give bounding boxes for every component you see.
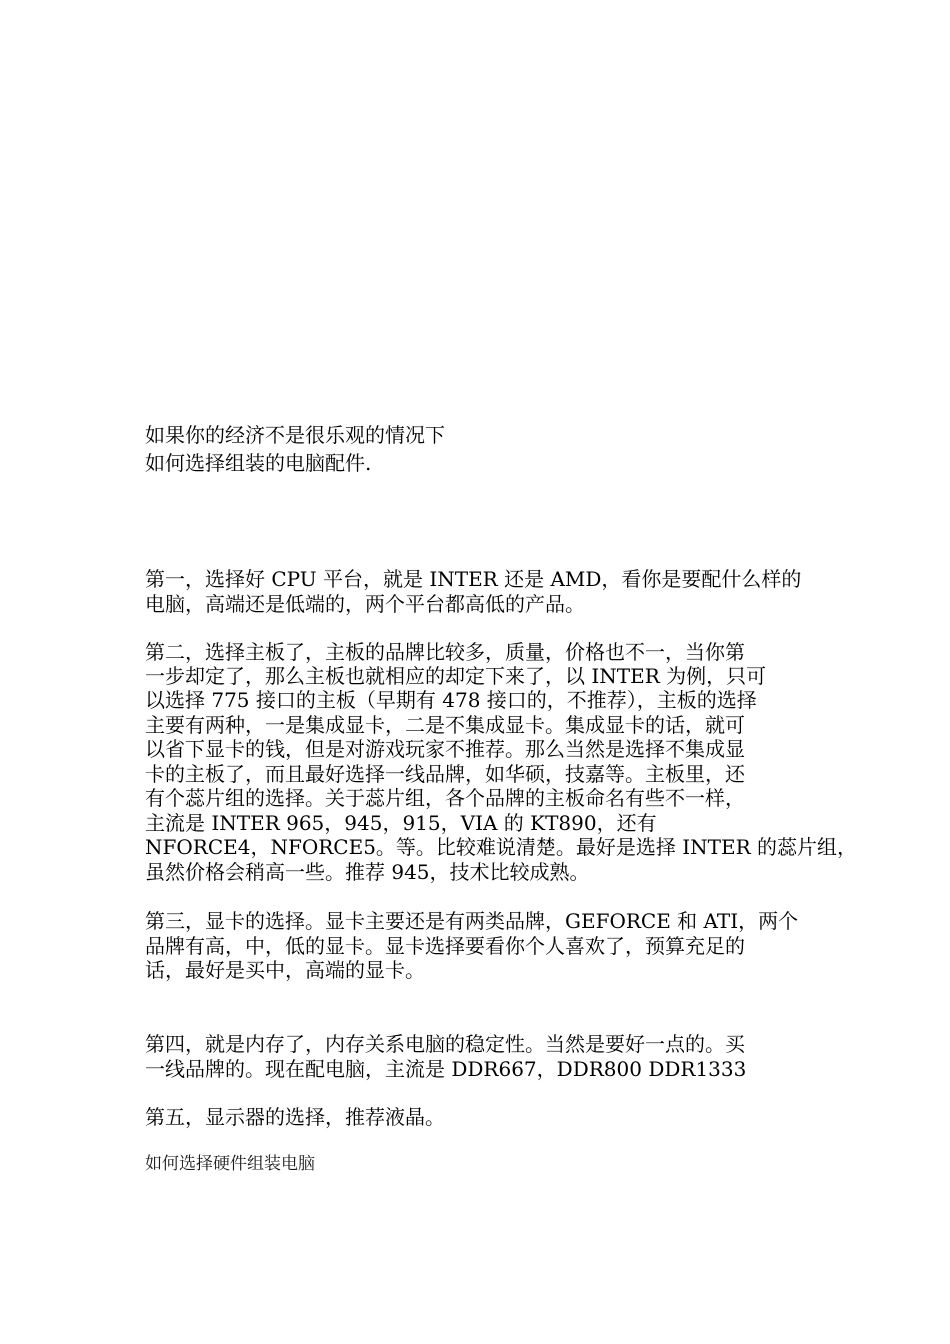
section-1-line-2: 电脑，高端还是低端的，两个平台都高低的产品。 — [145, 592, 585, 616]
section-2-line-1: 第二，选择主板了，主板的品牌比较多，质量，价格也不一，当你第 — [145, 640, 745, 664]
section-2-line-8: 主流是 INTER 965，945，915，VIA 的 KT890，还有 — [145, 811, 657, 835]
section-2-line-10: 虽然价格会稍高一些。推荐 945，技术比较成熟。 — [145, 860, 590, 884]
section-2-line-5: 以省下显卡的钱，但是对游戏玩家不推荐。那么当然是选择不集成显 — [145, 737, 745, 761]
section-4-line-1: 第四，就是内存了，内存关系电脑的稳定性。当然是要好一点的。买 — [145, 1032, 745, 1056]
intro-line-2: 如何选择组装的电脑配件. — [145, 451, 372, 475]
section-2-line-7: 有个蕊片组的选择。关于蕊片组，各个品牌的主板命名有些不一样， — [145, 786, 745, 810]
section-2-line-9: NFORCE4，NFORCE5。等。比较难说清楚。最好是选择 INTER 的蕊片组， — [145, 835, 858, 859]
section-3-line-2: 品牌有高，中，低的显卡。显卡选择要看你个人喜欢了，预算充足的 — [145, 934, 745, 958]
intro-line-1: 如果你的经济不是很乐观的情况下 — [145, 423, 445, 447]
section-2-line-2: 一步却定了，那么主板也就相应的却定下来了，以 INTER 为例，只可 — [145, 664, 767, 688]
section-2-line-3: 以选择 775 接口的主板（早期有 478 接口的，不推荐），主板的选择 — [145, 688, 757, 712]
section-2-line-6: 卡的主板了，而且最好选择一线品牌，如华硕，技嘉等。主板里，还 — [145, 762, 745, 786]
section-2-line-4: 主要有两种，一是集成显卡，二是不集成显卡。集成显卡的话，就可 — [145, 713, 745, 737]
section-5-line-1: 第五，显示器的选择，推荐液晶。 — [145, 1105, 445, 1129]
section-1-line-1: 第一，选择好 CPU 平台，就是 INTER 还是 AMD，看你是要配什么样的 — [145, 567, 802, 591]
section-4-line-2: 一线品牌的。现在配电脑，主流是 DDR667，DDR800 DDR1333 — [145, 1057, 747, 1081]
section-3-line-3: 话，最好是买中，高端的显卡。 — [145, 958, 425, 982]
footer-text: 如何选择硬件组装电脑 — [145, 1154, 315, 1174]
section-3-line-1: 第三，显卡的选择。显卡主要还是有两类品牌，GEFORCE 和 ATI，两个 — [145, 909, 799, 933]
